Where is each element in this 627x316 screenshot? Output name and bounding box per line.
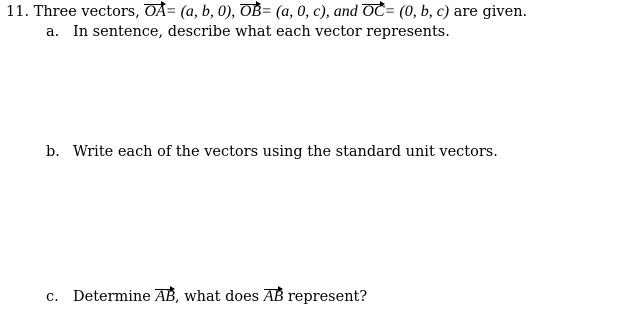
part-b-text: Write each of the vectors using the standard unit vectors. [73, 144, 498, 160]
part-c-text-mid: , what does [175, 289, 260, 305]
part-c [46, 288, 367, 306]
part-c-text-before: Determine [73, 289, 151, 305]
part-a-text: In sentence, describe what each vector represents. [73, 24, 450, 40]
vector-ab-second: AB [263, 288, 284, 305]
part-c-text-after: represent? [287, 289, 368, 305]
vector-oa: OA [144, 3, 166, 20]
part-b-marker: b. [46, 144, 60, 160]
part-a [46, 23, 450, 41]
vector-ob-value: = (a, 0, c), and [261, 3, 358, 20]
part-a-marker: a. [46, 24, 60, 40]
question-outro: are given. [453, 4, 528, 20]
vector-oc-value: = (0, b, c) [384, 3, 450, 20]
part-c-marker: c. [46, 289, 59, 305]
vector-ab: AB [155, 288, 176, 305]
question-number: 11. [6, 4, 30, 20]
part-b [46, 143, 498, 161]
question-stem [6, 3, 527, 21]
question-intro: Three vectors, [33, 4, 140, 20]
vector-ob: OB [239, 3, 262, 20]
vector-oa-value: = (a, b, 0), [165, 3, 236, 20]
vector-oc: OC [362, 3, 385, 20]
